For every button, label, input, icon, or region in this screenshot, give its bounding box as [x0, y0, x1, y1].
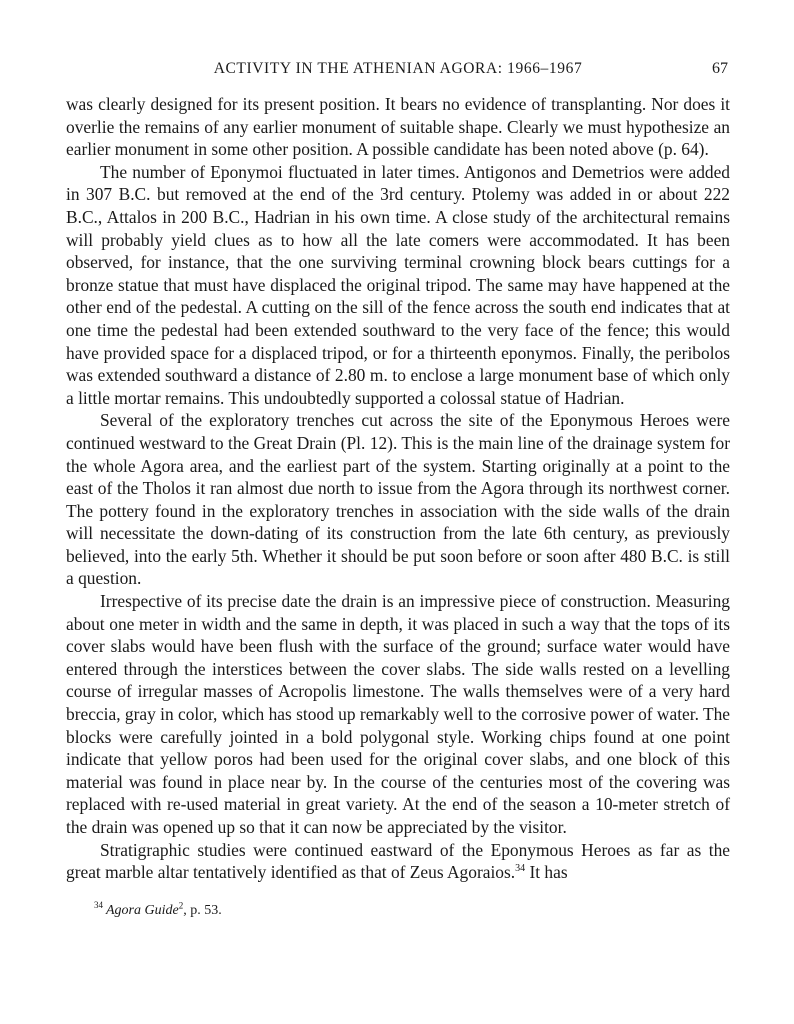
paragraph-2: The number of Eponymoi fluctuated in later times. Antigonos and Demetrios were added in 307 B.C. but removed at the end of the 3rd century. Ptolemy was added in or about 222 B.C., Attalos in 200 B.C., Hadrian in his own time. A close study of the architectural remains will probably yield clues as to how all the late comers were accommodated. It has been observed, for instance, that the one surviving terminal crowning block bears cuttings for a bronze statue that must have displaced the original tripod. The same may have happened at the other end of the pedestal. A cutting on the sill of the fence across the south end indicates that at one time the pedestal had been extended southward to the very face of the fence; this would have provided space for a displaced tripod, or for a thirteenth eponymos. Finally, the peribolos was extended southward a distance of 2.80 m. to enclose a large monument base of which only a little mortar remains. This undoubtedly supported a colossal statue of Hadrian.: [66, 161, 730, 408]
running-head: [66, 58, 730, 84]
footnote: [66, 902, 730, 920]
running-title: ACTIVITY IN THE ATHENIAN AGORA: 1966–1967: [213, 60, 583, 77]
paragraph-4: Irrespective of its precise date the drain is an impressive piece of construction. Measuring about one meter in width and the same in depth, it was placed in such a way that the tops of its cover slabs would have been flush with the surface of the ground; surface water would have entered through the interstices between the cover slabs. The side walls rested on a levelling course of irregular masses of Acropolis limestone. The walls themselves were of a very hard breccia, gray in color, which has stood up remarkably well to the corrosive power of water. The blocks were carefully jointed in a bold polygonal style. Working chips found at one point indicate that yellow poros had been used for the original cover slabs, and one block of this material was found in place near by. In the course of the centuries most of the covering was replaced with re-used material in great variety. At the end of the season a 10-meter stretch of the drain was opened up so that it can now be appreciated by the visitor.: [66, 591, 730, 837]
paragraph-1: was clearly designed for its present position. It bears no evidence of transplanting. Nor does it overlie the remains of any earlier monument of suitable shape. Clearly we must hypothesize an earlier monument in some other position. A possible candidate has been noted above (p. 64).: [66, 94, 730, 160]
paragraph-5: [66, 839, 730, 884]
footnote-reference[interactable]: 34: [515, 863, 526, 875]
footnote-edition: 2: [178, 900, 184, 911]
paragraph-5-text: Stratigraphic studies were continued eastward of the Eponymous Heroes as far as the great marble altar tentatively identified as that of Zeus Agoraios.: [66, 839, 730, 883]
paragraph-3: Several of the exploratory trenches cut across the site of the Eponymous Heroes were continued westward to the Great Drain (Pl. 12). This is the main line of the drainage system for the whole Agora area, and the earliest part of the system. Starting originally at a point to the east of the Tholos it ran almost due north to issue from the Agora through its northwest corner. The pottery found in the exploratory trenches in association with the side walls of the drain will necessitate the down-dating of its construction from the late 6th century, as previously believed, into the early 5th. Whether it should be put soon before or soon after 480 B.C. is still a question.: [66, 410, 730, 589]
paragraph-5-tail: It has: [525, 862, 568, 883]
footnote-title: Agora Guide: [106, 902, 179, 918]
page: [66, 58, 730, 920]
footnote-text: , p. 53.: [183, 902, 222, 918]
page-number: 67: [712, 60, 728, 77]
footnote-number: 34: [94, 900, 103, 911]
body-text: [66, 93, 730, 884]
